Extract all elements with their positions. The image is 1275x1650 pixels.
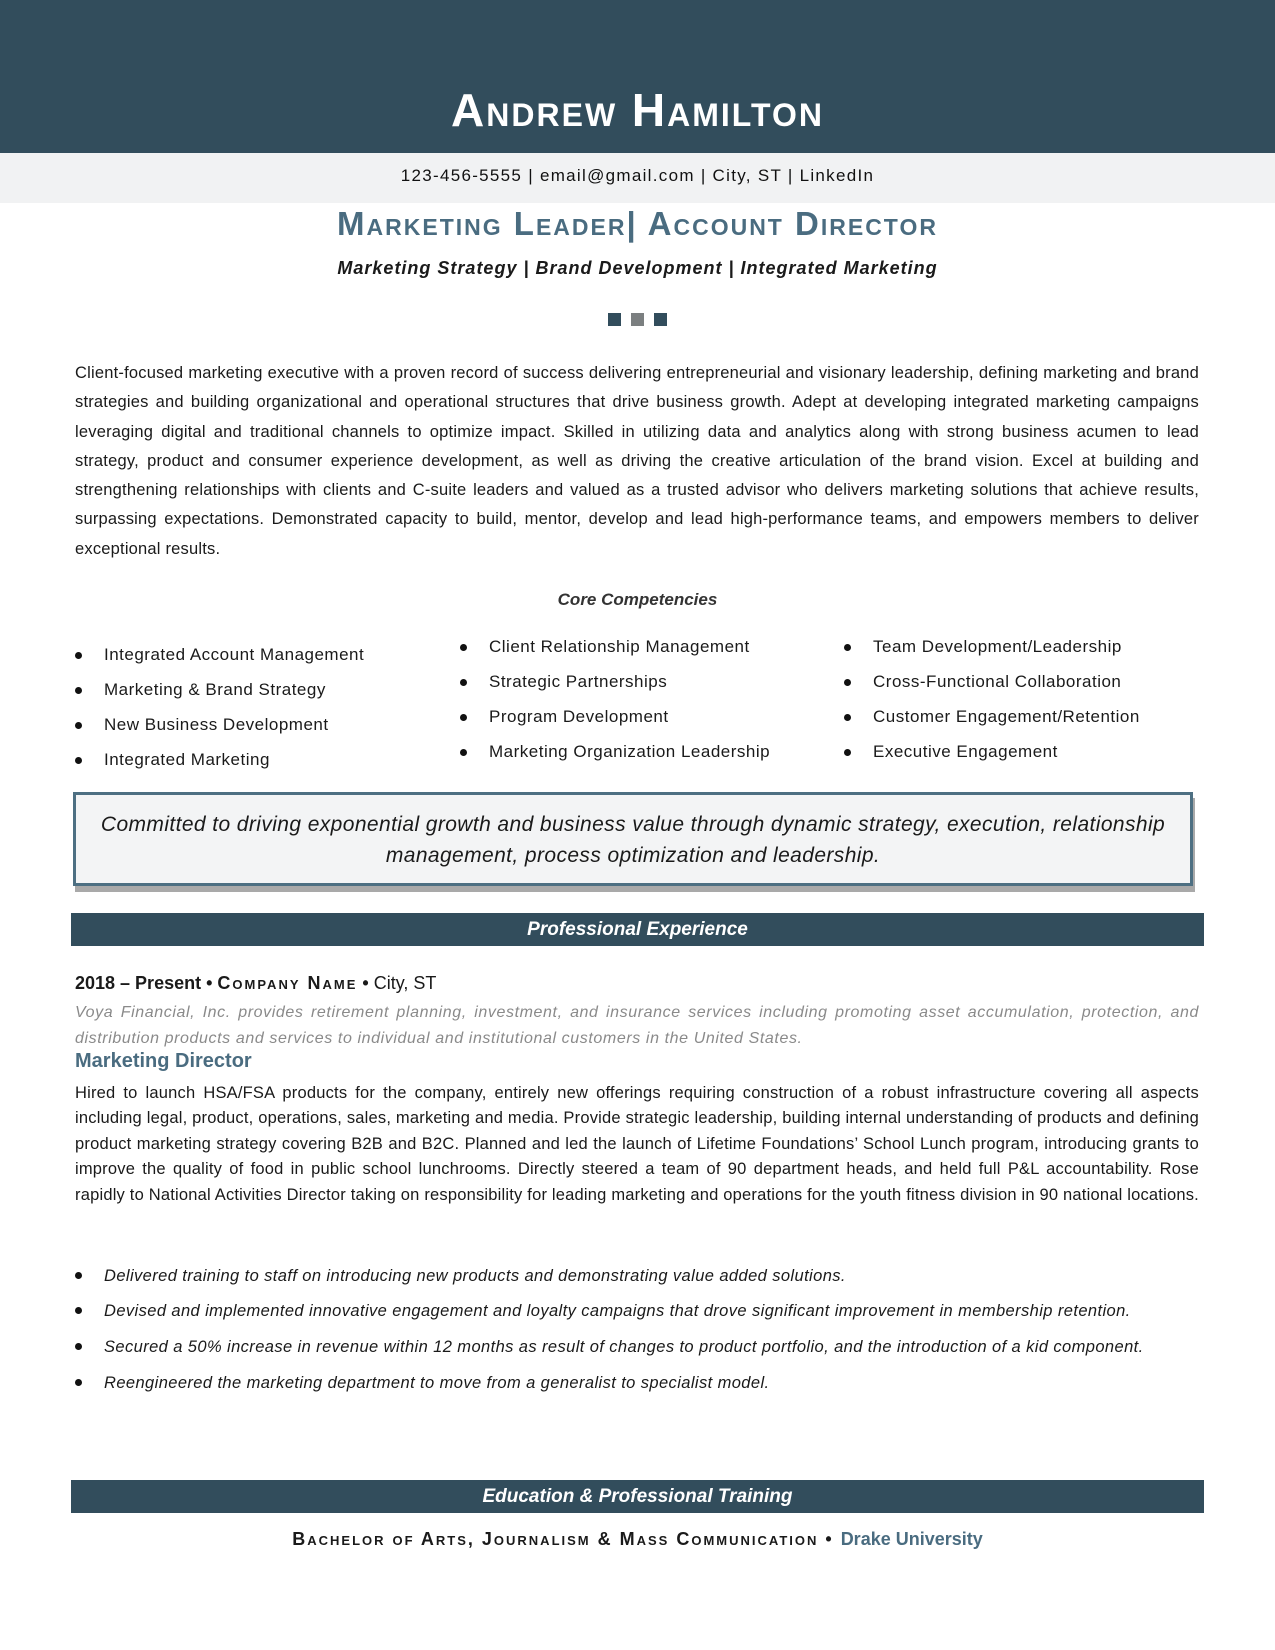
- achievement-item: Delivered training to staff on introducing new products and demonstrating value added solutions.: [75, 1264, 1199, 1289]
- bullet-icon: [844, 749, 851, 756]
- achievement-list: [75, 1264, 1199, 1396]
- school-name: Drake University: [840, 1529, 983, 1549]
- separator: •: [818, 1529, 841, 1549]
- decor-square: [654, 313, 667, 326]
- bullet-icon: [75, 1272, 82, 1279]
- job-location: City, ST: [373, 973, 437, 993]
- competency-item: Program Development: [460, 706, 770, 741]
- bullet-icon: [460, 714, 467, 721]
- bullet-icon: [844, 714, 851, 721]
- competency-item: Marketing & Brand Strategy: [75, 679, 364, 714]
- company-name: Company Name: [217, 973, 358, 993]
- competency-item: Cross-Functional Collaboration: [844, 671, 1140, 706]
- bullet-icon: [75, 652, 82, 659]
- competency-column-1: [75, 644, 364, 784]
- competency-column-3: [844, 636, 1140, 776]
- separator: •: [201, 973, 218, 993]
- bullet-icon: [844, 679, 851, 686]
- achievement-item: Reengineered the marketing department to move from a generalist to specialist model.: [75, 1371, 1199, 1396]
- bullet-icon: [75, 757, 82, 764]
- bullet-icon: [75, 687, 82, 694]
- headline-subtitle: Marketing Strategy | Brand Development | Integrated Marketing: [337, 258, 938, 278]
- value-statement: Committed to driving exponential growth and business value through dynamic strategy, execution, relationship management, process optimization and leadership.: [100, 813, 1166, 867]
- degree: Bachelor of Arts, Journalism & Mass Communication: [292, 1529, 819, 1549]
- job-header: [75, 972, 436, 994]
- competency-item: Marketing Organization Leadership: [460, 741, 770, 776]
- section-header-experience: Professional Experience: [71, 913, 1204, 946]
- separator: •: [357, 973, 374, 993]
- contact-info: 123-456-5555 | email@gmail.com | City, ST | LinkedIn: [400, 166, 875, 185]
- job-dates: 2018 – Present: [75, 973, 202, 993]
- competency-column-2: [460, 636, 770, 776]
- competency-item: Customer Engagement/Retention: [844, 706, 1140, 741]
- candidate-name: Andrew Hamilton: [451, 84, 824, 136]
- competency-item: Strategic Partnerships: [460, 671, 770, 706]
- education-entry: [0, 1528, 1275, 1550]
- competency-item: Client Relationship Management: [460, 636, 770, 671]
- decor-square: [608, 313, 621, 326]
- bullet-icon: [75, 722, 82, 729]
- summary-paragraph: Client-focused marketing executive with a proven record of success delivering entrepreneurial and visionary leadership, defining marketing and brand strategies and building organizational and operational structures that drive business growth. Adept at developing integrated marketing campaigns leveraging digital and traditional channels to optimize impact. Skilled in utilizing data and analytics along with strong business acumen to lead strategy, product and consumer experience development, as well as driving the creative articulation of the brand vision. Excel at building and strengthening relationships with clients and C-suite leaders and valued as a trusted advisor who delivers marketing solutions that achieve results, surpassing expectations. Demonstrated capacity to build, mentor, develop and lead high-performance teams, and empowers members to deliver exceptional results.: [75, 364, 1199, 558]
- competency-item: New Business Development: [75, 714, 364, 749]
- competency-item: Integrated Marketing: [75, 749, 364, 784]
- decor-square: [631, 313, 644, 326]
- competency-item: Team Development/Leadership: [844, 636, 1140, 671]
- bullet-icon: [460, 749, 467, 756]
- bullet-icon: [460, 679, 467, 686]
- bullet-icon: [844, 644, 851, 651]
- competency-item: Executive Engagement: [844, 741, 1140, 776]
- achievement-item: Secured a 50% increase in revenue within 12 months as result of changes to product portfolio, and the introduction of a kid component.: [75, 1335, 1199, 1360]
- section-header-education: Education & Professional Training: [71, 1480, 1204, 1513]
- bullet-icon: [460, 644, 467, 651]
- company-description: Voya Financial, Inc. provides retirement planning, investment, and insurance services including promoting asset accumulation, protection, and distribution products and services to individual and institutional customers in the United States.: [75, 1004, 1199, 1047]
- competency-item: Integrated Account Management: [75, 644, 364, 679]
- job-title: Marketing Director: [75, 1050, 252, 1072]
- bullet-icon: [75, 1343, 82, 1350]
- headline-title: Marketing Leader| Account Director: [337, 205, 938, 242]
- bullet-icon: [75, 1307, 82, 1314]
- bullet-icon: [75, 1379, 82, 1386]
- core-competencies-title: Core Competencies: [557, 590, 718, 609]
- role-description: Hired to launch HSA/FSA products for the company, entirely new offerings requiring construction of a robust infrastructure covering all aspects including legal, product, operations, sales, marketing and media. Provide strategic leadership, building internal understanding of products and defining product marketing strategy covering B2B and B2C. Planned and led the launch of Lifetime Foundations’ School Lunch program, introducing grants to improve the quality of food in public school lunchrooms. Directly steered a team of 90 department heads, and held full P&L accountability. Rose rapidly to National Activities Director taking on responsibility for leading marketing and operations for the youth fitness division in 90 national locations.: [75, 1084, 1199, 1204]
- achievement-item: Devised and implemented innovative engagement and loyalty campaigns that drove significant improvement in membership retention.: [75, 1299, 1199, 1324]
